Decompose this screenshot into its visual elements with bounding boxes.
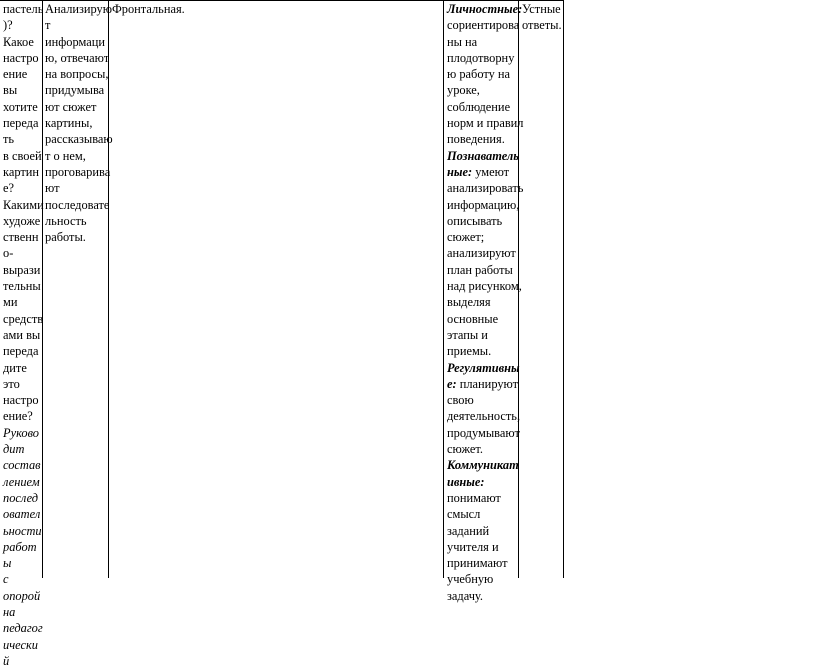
text-line [3, 164, 44, 180]
cell-text: ически [3, 637, 38, 652]
cell-text: поведения. [447, 132, 505, 147]
text-line [3, 457, 44, 473]
text-line [45, 180, 113, 196]
cell-text: сюжет. [447, 442, 483, 457]
cell-text: ми [3, 295, 18, 310]
cell-text: послед [3, 490, 39, 505]
text-line [3, 115, 44, 131]
text-line [447, 360, 524, 376]
text-line [45, 82, 113, 98]
text-line [3, 523, 44, 539]
text-line [447, 99, 524, 115]
cell-text: льность [45, 213, 87, 228]
cell-text: настро [3, 50, 39, 65]
uud-category-label: ные: [447, 164, 473, 179]
cell-text: ы [3, 556, 12, 571]
text-line [3, 17, 44, 33]
text-line [3, 294, 44, 310]
cell-text: о- [3, 246, 14, 261]
cell-text: умеют [472, 164, 510, 179]
cell-text: проговарива [45, 164, 111, 179]
text-line [45, 131, 113, 147]
cell-text: выделяя [447, 295, 491, 310]
text-line [3, 343, 44, 359]
text-line [3, 34, 44, 50]
text-line [45, 66, 113, 82]
cell-text: основные [447, 311, 499, 326]
cell-text: переда [3, 116, 39, 131]
text-line [447, 571, 524, 587]
cell-text: Руково [3, 425, 39, 440]
text-line [447, 34, 524, 50]
cell-text: ны на [447, 34, 478, 49]
cell-text: настро [3, 393, 39, 408]
uud-category-label: Познаватель [447, 148, 519, 163]
text-line [3, 311, 44, 327]
cell-text: ют сюжет [45, 99, 97, 114]
cell-text: опорой [3, 588, 41, 603]
text-line [45, 115, 113, 131]
text-line [45, 1, 113, 17]
text-line [3, 229, 44, 245]
cell-text: картин [3, 164, 40, 179]
text-line [112, 1, 185, 17]
text-line [3, 180, 44, 196]
cell-text: овател [3, 507, 41, 522]
cell-text: этапы и [447, 327, 488, 342]
cell-text: Какое [3, 34, 34, 49]
cell-text: учителя и [447, 539, 499, 554]
text-line [3, 245, 44, 261]
cell-text: в своей [3, 148, 42, 163]
cell-text: последовате [45, 197, 110, 212]
text-line [3, 360, 44, 376]
cell-text: учебную [447, 572, 494, 587]
text-line [3, 425, 44, 441]
teacher-activity-cell [3, 1, 44, 669]
text-line [3, 197, 44, 213]
text-line [3, 262, 44, 278]
text-line [3, 327, 44, 343]
text-line [447, 294, 524, 310]
text-line [3, 148, 44, 164]
text-line [3, 571, 44, 587]
cell-text: ть [3, 132, 15, 147]
text-line [522, 1, 562, 17]
cell-text: соблюдение [447, 99, 511, 114]
cell-text: средств [3, 311, 44, 326]
text-line [522, 17, 562, 33]
cell-text: продумывают [447, 425, 520, 440]
text-line [447, 490, 524, 506]
text-line [447, 50, 524, 66]
cell-text: сюжет; [447, 230, 485, 245]
text-line [447, 115, 524, 131]
text-line [3, 441, 44, 457]
cell-text: свою [447, 393, 474, 408]
text-line [45, 213, 113, 229]
text-line [447, 441, 524, 457]
cell-text: дите [3, 360, 27, 375]
cell-text: ют [45, 181, 60, 196]
cell-text: картины, [45, 116, 93, 131]
text-line [3, 620, 44, 636]
cell-text: пастель [3, 2, 44, 16]
text-line [447, 506, 524, 522]
cell-text: Фронтальная. [112, 2, 185, 16]
cell-text: ю работу на [447, 67, 511, 82]
cell-text: планируют [456, 376, 519, 391]
cell-text: состав [3, 458, 41, 473]
text-line [447, 66, 524, 82]
text-line [447, 262, 524, 278]
cell-text: й [3, 653, 10, 668]
cell-text: понимают [447, 490, 501, 505]
cell-text: анализируют [447, 246, 516, 261]
uud-cell [447, 1, 524, 604]
text-line [3, 131, 44, 147]
work-form-cell [112, 1, 185, 17]
cell-text: на вопросы, [45, 67, 109, 82]
cell-text: приемы. [447, 344, 492, 359]
text-line [447, 82, 524, 98]
cell-text: тельны [3, 279, 41, 294]
text-line [3, 376, 44, 392]
cell-text: с [3, 572, 9, 587]
cell-text: )? [3, 18, 13, 33]
text-line [45, 148, 113, 164]
cell-text: вырази [3, 262, 41, 277]
cell-text: педагог [3, 621, 43, 636]
cell-text: придумыва [45, 83, 105, 98]
text-line [447, 539, 524, 555]
text-line [3, 82, 44, 98]
cell-text: лением [3, 474, 40, 489]
text-line [447, 245, 524, 261]
text-line [45, 50, 113, 66]
text-line [45, 34, 113, 50]
cell-text: сориентирова [447, 18, 520, 33]
student-activity-cell [45, 1, 113, 245]
text-line [447, 197, 524, 213]
text-line [3, 1, 44, 17]
text-line [447, 229, 524, 245]
text-line [447, 327, 524, 343]
cell-text: работ [3, 539, 37, 554]
cell-text: е? [3, 181, 14, 196]
cell-text: художе [3, 213, 41, 228]
text-line [3, 213, 44, 229]
text-line [3, 99, 44, 115]
text-line [45, 164, 113, 180]
cell-text: вы [3, 83, 18, 98]
text-line [3, 604, 44, 620]
text-line [45, 229, 113, 245]
cell-text: задачу. [447, 588, 483, 603]
cell-text: ьности [3, 523, 42, 538]
cell-text: ение? [3, 409, 33, 424]
cell-text: Устные [522, 2, 561, 16]
text-line [447, 213, 524, 229]
column-divider-5 [563, 0, 564, 578]
cell-text: ами вы [3, 327, 41, 342]
control-cell [522, 1, 562, 34]
text-line [3, 278, 44, 294]
cell-text: заданий [447, 523, 490, 538]
cell-text: норм и правил [447, 116, 524, 131]
cell-text: т [45, 18, 51, 33]
text-line [447, 392, 524, 408]
text-line [447, 148, 524, 164]
text-line [447, 474, 524, 490]
cell-text: анализировать [447, 181, 524, 196]
cell-text: это [3, 376, 20, 391]
text-line [447, 457, 524, 473]
text-line [3, 50, 44, 66]
text-line [447, 1, 524, 17]
uud-category-label: ивные: [447, 474, 485, 489]
cell-text: ение [3, 67, 28, 82]
cell-text: план работы [447, 262, 513, 277]
cell-text: информаци [45, 34, 106, 49]
text-line [447, 278, 524, 294]
cell-text: ственн [3, 230, 39, 245]
cell-text: смысл [447, 507, 481, 522]
text-line [447, 523, 524, 539]
cell-text: на [3, 604, 16, 619]
text-line [3, 392, 44, 408]
cell-text: информацию, [447, 197, 520, 212]
cell-text: работы. [45, 230, 86, 245]
uud-category-label: Личностные: [447, 2, 523, 16]
text-line [3, 588, 44, 604]
cell-text: описывать [447, 213, 503, 228]
text-line [447, 164, 524, 180]
text-line [3, 539, 44, 555]
text-line [45, 197, 113, 213]
text-line [3, 474, 44, 490]
text-line [447, 425, 524, 441]
text-line [3, 490, 44, 506]
cell-text: дит [3, 442, 25, 457]
text-line [447, 408, 524, 424]
cell-text: Какими [3, 197, 44, 212]
cell-text: плодотворну [447, 50, 515, 65]
text-line [45, 17, 113, 33]
cell-text: над рисунком, [447, 279, 522, 294]
cell-text: деятельность, [447, 409, 521, 424]
column-divider-3 [443, 0, 444, 578]
cell-text: ю, отвечают [45, 50, 110, 65]
text-line [447, 131, 524, 147]
text-line [447, 17, 524, 33]
cell-text: рассказываю [45, 132, 113, 147]
text-line [3, 408, 44, 424]
cell-text: ответы. [522, 18, 562, 33]
text-line [3, 555, 44, 571]
cell-text: Анализирую [45, 2, 113, 16]
cell-text: уроке, [447, 83, 480, 98]
cell-text: хотите [3, 99, 38, 114]
text-line [447, 588, 524, 604]
text-line [447, 555, 524, 571]
text-line [447, 343, 524, 359]
uud-category-label: Коммуникат [447, 458, 519, 473]
text-line [3, 66, 44, 82]
uud-category-label: е: [447, 376, 457, 391]
cell-text: переда [3, 344, 39, 359]
cell-text: т о нем, [45, 148, 86, 163]
text-line [3, 637, 44, 653]
text-line [3, 506, 44, 522]
text-line [45, 99, 113, 115]
text-line [447, 180, 524, 196]
text-line [447, 376, 524, 392]
text-line [447, 311, 524, 327]
uud-category-label: Регулятивны [447, 360, 520, 375]
text-line [3, 653, 44, 669]
cell-text: принимают [447, 556, 508, 571]
